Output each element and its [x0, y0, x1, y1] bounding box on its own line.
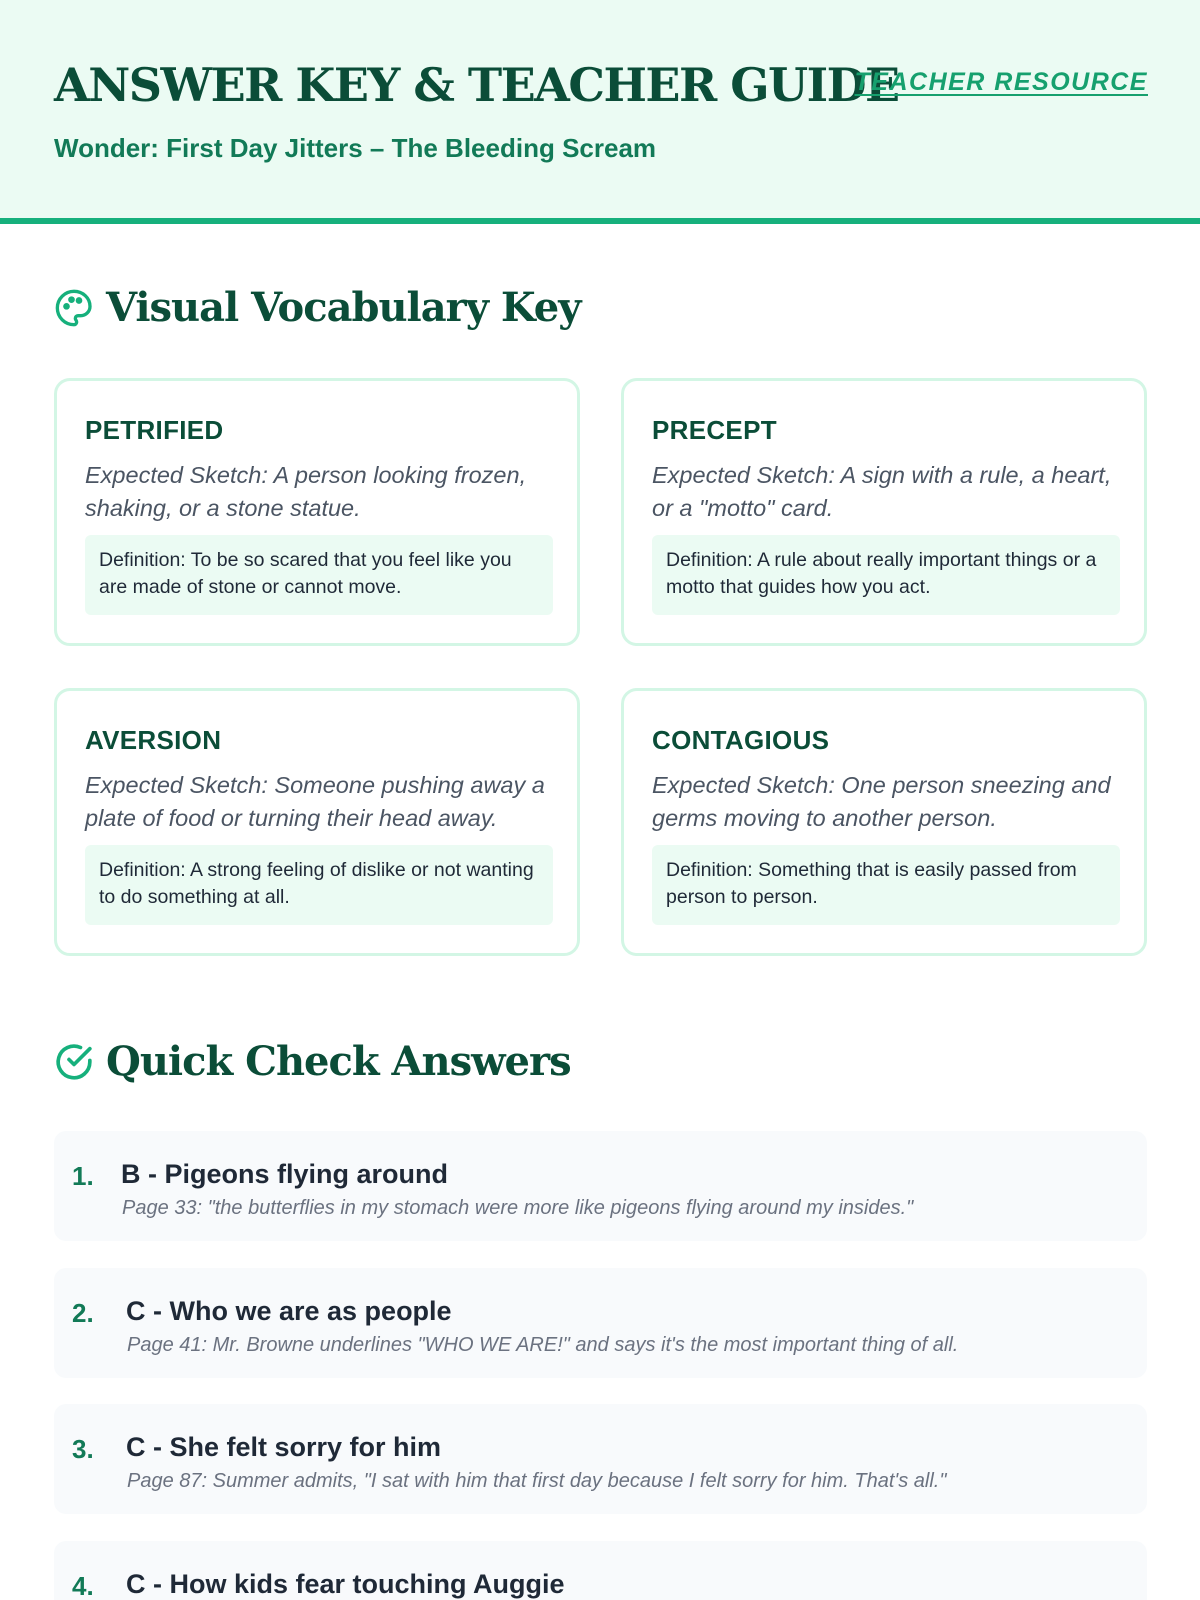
vocab-definition: Definition: To be so scared that you feel like you are made of stone or cannot move. — [85, 535, 553, 615]
answer-row-4 — [54, 1541, 1147, 1600]
vocab-definition: Definition: A strong feeling of dislike or not wanting to do something at all. — [85, 845, 553, 925]
answer-text: B - Pigeons flying around — [121, 1159, 449, 1189]
answer-number: 2. — [72, 1298, 94, 1328]
palette-icon — [54, 288, 94, 328]
answer-number: 1. — [72, 1161, 94, 1191]
page-header — [0, 0, 1200, 224]
vocab-expected-sketch: Expected Sketch: One person sneezing and germs moving to another person. — [652, 772, 1111, 831]
answer-row-3 — [54, 1404, 1147, 1514]
vocab-card-aversion — [54, 688, 580, 956]
answer-text: C - She felt sorry for him — [126, 1432, 442, 1462]
vocab-card-petrified — [54, 378, 580, 646]
page-subtitle: Wonder: First Day Jitters – The Bleeding Scream — [54, 133, 657, 163]
answer-evidence: Page 87: Summer admits, "I sat with him that first day because I felt sorry for him. That's all." — [127, 1470, 947, 1492]
vocab-word: CONTAGIOUS — [652, 725, 830, 755]
answer-number: 4. — [72, 1571, 94, 1600]
answer-row-2 — [54, 1268, 1147, 1378]
answer-row-1 — [54, 1131, 1147, 1241]
vocab-card-precept — [621, 378, 1147, 646]
vocab-word: AVERSION — [85, 725, 222, 755]
vocabulary-section-heading — [54, 284, 580, 331]
vocab-definition: Definition: Something that is easily passed from person to person. — [652, 845, 1120, 925]
answer-number: 3. — [72, 1434, 94, 1464]
vocab-word: PETRIFIED — [85, 415, 224, 445]
vocab-expected-sketch: Expected Sketch: Someone pushing away a plate of food or turning their head away. — [85, 772, 545, 831]
vocab-expected-sketch: Expected Sketch: A sign with a rule, a heart, or a "motto" card. — [652, 462, 1112, 521]
check-circle-icon — [54, 1042, 94, 1082]
vocab-card-contagious — [621, 688, 1147, 956]
teacher-resource-link[interactable]: TEACHER RESOURCE — [854, 68, 1148, 96]
answer-text: C - How kids fear touching Auggie — [126, 1569, 565, 1599]
quick-check-section-heading — [54, 1038, 571, 1085]
answer-evidence: Page 41: Mr. Browne underlines "WHO WE ARE!" and says it's the most important thing of all. — [127, 1334, 959, 1356]
page-title: ANSWER KEY & TEACHER GUIDE — [54, 58, 899, 112]
answer-text: C - Who we are as people — [126, 1296, 452, 1326]
quick-check-section-title: Quick Check Answers — [106, 1038, 571, 1085]
vocabulary-section-title: Visual Vocabulary Key — [106, 284, 581, 331]
vocab-definition: Definition: A rule about really important things or a motto that guides how you act. — [652, 535, 1120, 615]
answer-evidence: Page 33: "the butterflies in my stomach were more like pigeons flying around my insides." — [122, 1197, 914, 1219]
vocab-word: PRECEPT — [652, 415, 777, 445]
vocab-expected-sketch: Expected Sketch: A person looking frozen, shaking, or a stone statue. — [85, 462, 527, 521]
